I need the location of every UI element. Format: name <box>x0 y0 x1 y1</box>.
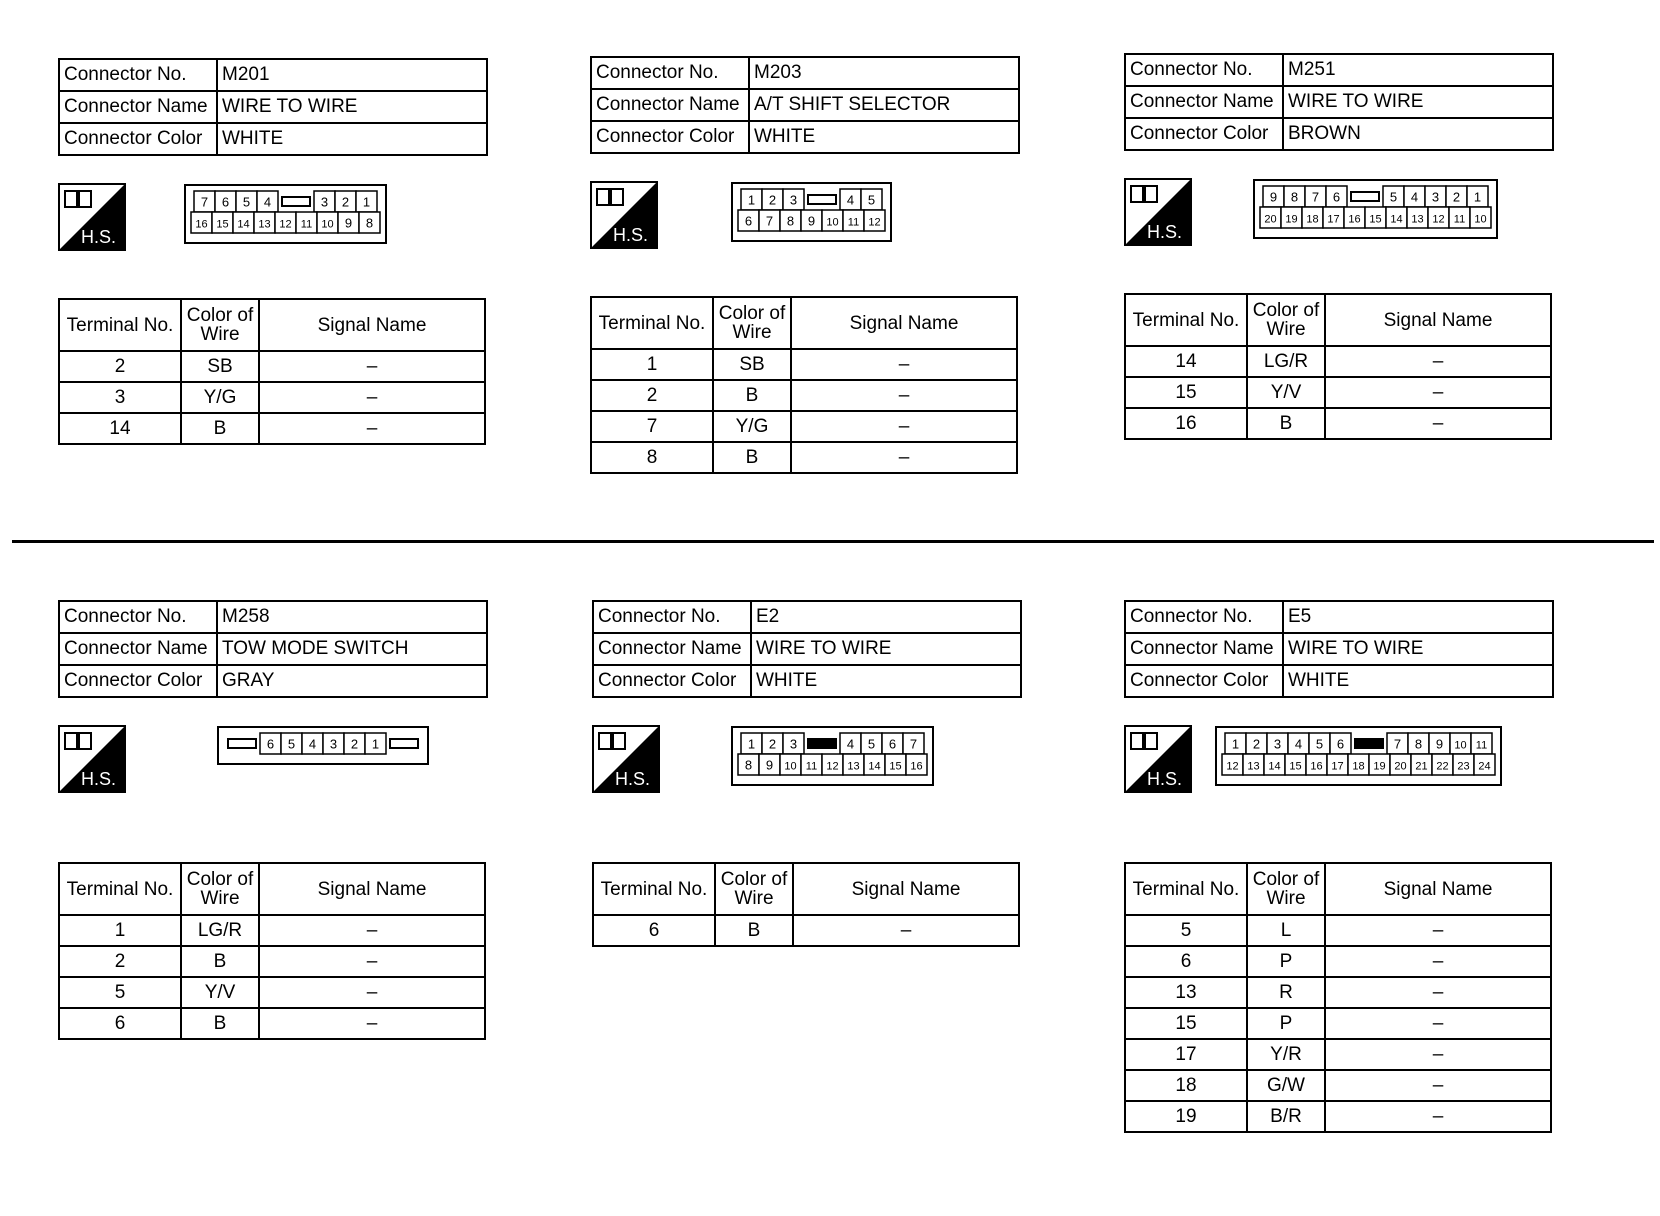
cavity-number: 7 <box>200 194 209 210</box>
connector-color-label: Connector Color <box>593 665 751 697</box>
cavity-number: 16 <box>1348 213 1361 226</box>
cavity-number: 5 <box>287 736 296 752</box>
connector-name-value: WIRE TO WIRE <box>1283 86 1553 118</box>
wire-color-header: Color of Wire <box>181 863 259 915</box>
terminal-no-header: Terminal No. <box>591 297 713 349</box>
cavity-number: 22 <box>1436 760 1449 773</box>
cavity-number: 3 <box>320 194 329 210</box>
cavity-number: 16 <box>1310 760 1323 773</box>
cavity-number: 6 <box>266 736 275 752</box>
connector-no-value: E2 <box>751 601 1021 633</box>
connector-color-value: GRAY <box>217 665 487 697</box>
cavity-number: 1 <box>371 736 380 752</box>
cavity-number: 2 <box>341 194 350 210</box>
cavity-number: 11 <box>300 218 313 231</box>
cavity-number: 14 <box>237 218 250 231</box>
terminal-no-header: Terminal No. <box>59 863 181 915</box>
hs-label: H.S. <box>612 225 648 245</box>
connector-no-label: Connector No. <box>593 601 751 633</box>
cavity-number: 8 <box>365 215 374 231</box>
terminal-table <box>590 296 1018 474</box>
connector-lock-key <box>282 197 310 206</box>
cavity-number: 6 <box>1336 736 1345 752</box>
connector-color-label: Connector Color <box>1125 665 1283 697</box>
table-row: 1 SB – <box>591 349 1017 380</box>
cavity-number: 8 <box>744 757 753 773</box>
cavity-number: 7 <box>1393 736 1402 752</box>
cavity-number: 13 <box>1411 213 1424 226</box>
table-row: 6 B – <box>59 1008 485 1039</box>
terminal-no-header: Terminal No. <box>593 863 715 915</box>
terminal-table <box>592 862 1020 947</box>
table-row: 17 Y/R – <box>1125 1039 1551 1070</box>
connector-color-label: Connector Color <box>1125 118 1283 150</box>
hs-label: H.S. <box>80 227 116 247</box>
table-row: 3 Y/G – <box>59 382 485 413</box>
cavity-number: 17 <box>1327 213 1340 226</box>
cavity-number: 3 <box>1273 736 1282 752</box>
cavity-number: 12 <box>1432 213 1445 226</box>
terminal-table <box>58 862 486 1040</box>
signal-name-header: Signal Name <box>791 297 1017 349</box>
cavity-number: 13 <box>1247 760 1260 773</box>
signal-name-header: Signal Name <box>1325 863 1551 915</box>
connector-color-label: Connector Color <box>59 665 217 697</box>
cavity-number: 7 <box>765 213 774 229</box>
connector-face-diagram <box>1252 178 1499 240</box>
table-row: 14 B – <box>59 413 485 444</box>
cavity-number: 1 <box>362 194 371 210</box>
cavity-number: 12 <box>868 216 881 229</box>
cavity-number: 6 <box>744 213 753 229</box>
harness-side-icon <box>1124 725 1192 793</box>
cavity-number: 12 <box>826 760 839 773</box>
cavity-number: 15 <box>1289 760 1302 773</box>
cavity-number: 10 <box>1474 213 1487 226</box>
cavity-number: 11 <box>1453 213 1466 226</box>
connector-no-label: Connector No. <box>1125 54 1283 86</box>
cavity-number: 8 <box>1290 189 1299 205</box>
cavity-number: 2 <box>1452 189 1461 205</box>
cavity-number: 3 <box>1431 189 1440 205</box>
terminal-table <box>1124 862 1552 1133</box>
signal-name-header: Signal Name <box>259 299 485 351</box>
cavity-number: 1 <box>1231 736 1240 752</box>
connector-lock-key <box>228 739 256 748</box>
connector-color-value: BROWN <box>1283 118 1553 150</box>
connector-lock-key <box>1351 192 1379 201</box>
cavity-number: 4 <box>846 736 855 752</box>
cavity-number: 9 <box>1269 189 1278 205</box>
harness-side-icon <box>1124 178 1192 246</box>
cavity-number: 5 <box>867 736 876 752</box>
cavity-number: 1 <box>1473 189 1482 205</box>
cavity-number: 24 <box>1478 760 1491 773</box>
cavity-number: 10 <box>321 218 334 231</box>
hs-label: H.S. <box>614 769 650 789</box>
wire-color-header: Color of Wire <box>713 297 791 349</box>
connector-name-value: TOW MODE SWITCH <box>217 633 487 665</box>
cavity-number: 13 <box>847 760 860 773</box>
connector-no-value: E5 <box>1283 601 1553 633</box>
cavity-number: 21 <box>1415 760 1428 773</box>
connector-no-value: M203 <box>749 57 1019 89</box>
connector-color-value: WHITE <box>217 123 487 155</box>
cavity-number: 4 <box>263 194 272 210</box>
cavity-number: 8 <box>786 213 795 229</box>
connector-face-diagram <box>183 183 388 245</box>
cavity-number: 16 <box>910 760 923 773</box>
cavity-number: 12 <box>279 218 292 231</box>
connector-name-label: Connector Name <box>59 91 217 123</box>
table-row: 6 B – <box>593 915 1019 946</box>
table-row: 5 L – <box>1125 915 1551 946</box>
cavity-number: 4 <box>846 192 855 208</box>
cavity-number: 4 <box>308 736 317 752</box>
connector-no-value: M251 <box>1283 54 1553 86</box>
table-row: 2 B – <box>59 946 485 977</box>
signal-name-header: Signal Name <box>259 863 485 915</box>
cavity-number: 11 <box>805 760 818 773</box>
terminal-no-header: Terminal No. <box>1125 863 1247 915</box>
connector-no-label: Connector No. <box>59 59 217 91</box>
cavity-number: 10 <box>1454 739 1467 752</box>
connector-info-table <box>1124 600 1554 698</box>
connector-color-value: WHITE <box>749 121 1019 153</box>
cavity-number: 15 <box>216 218 229 231</box>
harness-side-icon <box>592 725 660 793</box>
cavity-number: 17 <box>1331 760 1344 773</box>
cavity-number: 5 <box>867 192 876 208</box>
connector-name-value: A/T SHIFT SELECTOR <box>749 89 1019 121</box>
table-row: 15 P – <box>1125 1008 1551 1039</box>
cavity-number: 23 <box>1457 760 1470 773</box>
cavity-number: 19 <box>1373 760 1386 773</box>
connector-info-table <box>1124 53 1554 151</box>
table-row: 2 SB – <box>59 351 485 382</box>
terminal-table <box>1124 293 1552 440</box>
wire-color-header: Color of Wire <box>1247 294 1325 346</box>
cavity-number: 6 <box>1332 189 1341 205</box>
connector-face-diagram <box>730 181 893 243</box>
table-row: 5 Y/V – <box>59 977 485 1008</box>
cavity-number: 7 <box>1311 189 1320 205</box>
connector-name-label: Connector Name <box>1125 86 1283 118</box>
table-row: 16 B – <box>1125 408 1551 439</box>
table-row: 14 LG/R – <box>1125 346 1551 377</box>
cavity-number: 11 <box>847 216 860 229</box>
cavity-number: 9 <box>344 215 353 231</box>
connector-name-label: Connector Name <box>1125 633 1283 665</box>
connector-name-value: WIRE TO WIRE <box>217 91 487 123</box>
cavity-number: 5 <box>1315 736 1324 752</box>
cavity-number: 10 <box>826 216 839 229</box>
cavity-number: 1 <box>747 736 756 752</box>
table-row: 19 B/R – <box>1125 1101 1551 1132</box>
cavity-number: 2 <box>350 736 359 752</box>
table-row: 6 P – <box>1125 946 1551 977</box>
connector-name-value: WIRE TO WIRE <box>751 633 1021 665</box>
connector-lock-key <box>808 195 836 204</box>
cavity-number: 18 <box>1352 760 1365 773</box>
hs-label: H.S. <box>80 769 116 789</box>
cavity-number: 5 <box>242 194 251 210</box>
connector-name-label: Connector Name <box>59 633 217 665</box>
connector-lock-key <box>390 739 418 748</box>
connector-info-table <box>58 600 488 698</box>
cavity-number: 18 <box>1306 213 1319 226</box>
connector-face-diagram <box>730 725 935 787</box>
table-row: 2 B – <box>591 380 1017 411</box>
section-divider <box>12 540 1654 543</box>
cavity-number: 3 <box>329 736 338 752</box>
connector-no-value: M201 <box>217 59 487 91</box>
connector-name-label: Connector Name <box>593 633 751 665</box>
signal-name-header: Signal Name <box>793 863 1019 915</box>
cavity-number: 9 <box>1435 736 1444 752</box>
cavity-number: 12 <box>1226 760 1239 773</box>
cavity-number: 14 <box>868 760 881 773</box>
connector-color-label: Connector Color <box>591 121 749 153</box>
cavity-number: 15 <box>1369 213 1382 226</box>
cavity-number: 15 <box>889 760 902 773</box>
connector-color-value: WHITE <box>751 665 1021 697</box>
cavity-number: 9 <box>765 757 774 773</box>
cavity-number: 3 <box>789 192 798 208</box>
table-row: 13 R – <box>1125 977 1551 1008</box>
connector-no-label: Connector No. <box>59 601 217 633</box>
connector-lock-key <box>1355 739 1383 748</box>
table-row: 1 LG/R – <box>59 915 485 946</box>
cavity-number: 9 <box>807 213 816 229</box>
connector-name-label: Connector Name <box>591 89 749 121</box>
terminal-no-header: Terminal No. <box>59 299 181 351</box>
terminal-table <box>58 298 486 445</box>
cavity-number: 19 <box>1285 213 1298 226</box>
table-row: 18 G/W – <box>1125 1070 1551 1101</box>
cavity-number: 8 <box>1414 736 1423 752</box>
cavity-number: 4 <box>1410 189 1419 205</box>
cavity-number: 16 <box>195 218 208 231</box>
wire-color-header: Color of Wire <box>715 863 793 915</box>
cavity-number: 2 <box>768 192 777 208</box>
cavity-number: 6 <box>221 194 230 210</box>
cavity-number: 4 <box>1294 736 1303 752</box>
table-row: 8 B – <box>591 442 1017 473</box>
connector-color-label: Connector Color <box>59 123 217 155</box>
cavity-number: 10 <box>784 760 797 773</box>
connector-color-value: WHITE <box>1283 665 1553 697</box>
cavity-number: 14 <box>1390 213 1403 226</box>
hs-label: H.S. <box>1146 222 1182 242</box>
connector-info-table <box>590 56 1020 154</box>
connector-no-label: Connector No. <box>591 57 749 89</box>
wire-color-header: Color of Wire <box>181 299 259 351</box>
cavity-number: 11 <box>1475 739 1488 752</box>
signal-name-header: Signal Name <box>1325 294 1551 346</box>
connector-lock-key <box>808 739 836 748</box>
cavity-number: 3 <box>789 736 798 752</box>
cavity-number: 1 <box>747 192 756 208</box>
cavity-number: 20 <box>1394 760 1407 773</box>
cavity-number: 13 <box>258 218 271 231</box>
cavity-number: 6 <box>888 736 897 752</box>
connector-info-table <box>58 58 488 156</box>
connector-no-value: M258 <box>217 601 487 633</box>
table-row: 15 Y/V – <box>1125 377 1551 408</box>
harness-side-icon <box>590 181 658 249</box>
connector-name-value: WIRE TO WIRE <box>1283 633 1553 665</box>
cavity-number: 7 <box>909 736 918 752</box>
wire-color-header: Color of Wire <box>1247 863 1325 915</box>
harness-side-icon <box>58 183 126 251</box>
terminal-no-header: Terminal No. <box>1125 294 1247 346</box>
harness-side-icon <box>58 725 126 793</box>
connector-no-label: Connector No. <box>1125 601 1283 633</box>
cavity-number: 2 <box>1252 736 1261 752</box>
hs-label: H.S. <box>1146 769 1182 789</box>
cavity-number: 20 <box>1264 213 1277 226</box>
cavity-number: 14 <box>1268 760 1281 773</box>
connector-face-diagram <box>216 725 430 766</box>
cavity-number: 2 <box>768 736 777 752</box>
cavity-number: 5 <box>1389 189 1398 205</box>
table-row: 7 Y/G – <box>591 411 1017 442</box>
connector-face-diagram <box>1214 725 1503 787</box>
connector-info-table <box>592 600 1022 698</box>
